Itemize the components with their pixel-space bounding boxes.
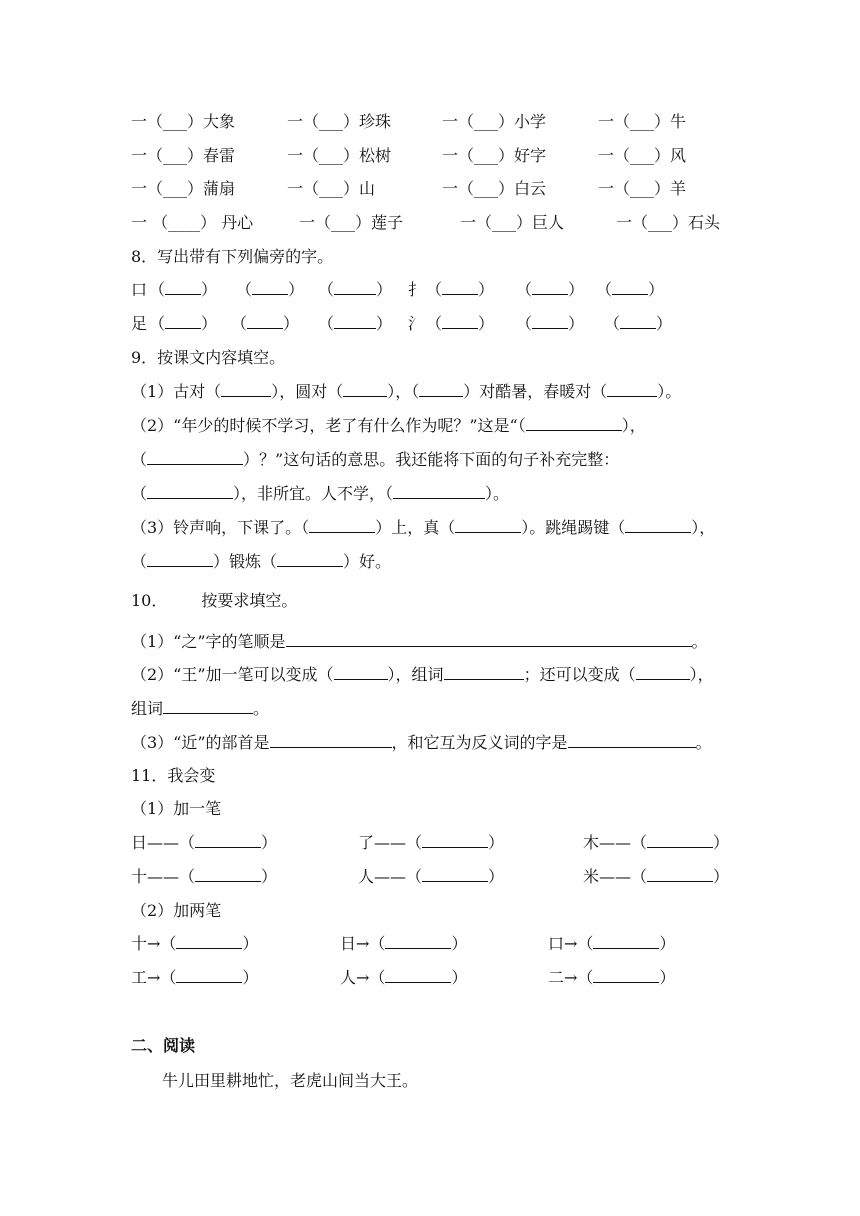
q7-item: 一 （____） 丹心	[131, 213, 254, 232]
q9-part3-line2: （ ）锻炼（ ）好。	[131, 552, 392, 571]
q7-item: 一（___）松树	[287, 146, 392, 165]
add-one-item: 人——（ ）	[358, 867, 505, 886]
q9-part1: （1）古对（ ），圆对（ ），（ ）对酷暑，春暖对（ ）。	[131, 382, 682, 401]
answer-parens: （ ）	[516, 314, 585, 333]
q10-part2-line2: 组词 。	[131, 699, 270, 718]
answer-parens: （ ）	[516, 280, 585, 299]
answer-parens: （ ）	[426, 314, 495, 333]
reading-poem-line: 牛儿田里耕地忙，老虎山间当大王。	[162, 1071, 419, 1090]
radical-label: 口	[131, 280, 148, 299]
q7-item: 一（___）石头	[616, 213, 721, 232]
q7-item: 一（___）风	[598, 146, 687, 165]
q11-title: 11．我会变	[131, 766, 216, 785]
answer-parens: （ ）	[318, 314, 393, 333]
radical-label: 足	[131, 314, 148, 333]
q11-sub2: （2）加两笔	[131, 901, 222, 920]
q7-item: 一（___）巨人	[460, 213, 565, 232]
radical-label: 氵	[408, 314, 425, 333]
answer-parens: （ ）	[149, 280, 218, 299]
add-one-item: 木——（ ）	[583, 833, 730, 852]
q10-part1: （1）“之”字的笔顺是 。	[131, 632, 708, 651]
q11-sub1: （1）加一笔	[131, 799, 222, 818]
add-two-item: 口→（ ）	[548, 934, 676, 953]
add-one-item: 十——（ ）	[131, 867, 278, 886]
section-heading: 二、阅读	[131, 1036, 196, 1055]
answer-parens: （ ）	[231, 314, 300, 333]
q9-part2-line1: （2）“年少的时候不学习，老了有什么作为呢？”这是“（ ），	[131, 416, 646, 435]
add-two-item: 工→（ ）	[131, 968, 259, 987]
q7-item: 一（___）羊	[598, 179, 687, 198]
answer-parens: （ ）	[318, 280, 393, 299]
answer-parens: （ ）	[604, 314, 673, 333]
q10-title: 10． 按要求填空。	[131, 591, 298, 610]
add-one-item: 日——（ ）	[131, 833, 278, 852]
q7-item: 一（___）春雷	[131, 146, 236, 165]
q7-item: 一（___）珍珠	[287, 112, 392, 131]
q7-item: 一（___）牛	[598, 112, 687, 131]
answer-parens: （ ）	[596, 280, 665, 299]
add-two-item: 人→（ ）	[340, 968, 468, 987]
q7-item: 一（___）小学	[442, 112, 547, 131]
q7-item: 一（___）蒲扇	[131, 179, 236, 198]
q9-part2-line2: （ ）？”这句话的意思。我还能将下面的句子补充完整：	[131, 450, 620, 469]
add-one-item: 了——（ ）	[358, 833, 505, 852]
q7-item: 一（___）白云	[442, 179, 547, 198]
add-two-item: 十→（ ）	[131, 934, 259, 953]
add-two-item: 二→（ ）	[548, 968, 676, 987]
add-one-item: 米——（ ）	[583, 867, 730, 886]
q9-part3-line1: （3）铃声响，下课了。（ ）上，真（ ）。跳绳踢键（ ），	[131, 518, 716, 537]
q7-item: 一（___）大象	[131, 112, 236, 131]
answer-parens: （ ）	[149, 314, 218, 333]
answer-parens: （ ）	[236, 280, 305, 299]
q10-part3: （3）“近”的部首是 ，和它互为反义词的字是 。	[131, 733, 712, 752]
q9-part2-line3: （ ），非所宜。人不学，（ ）。	[131, 484, 510, 503]
radical-label: 扌	[408, 280, 425, 299]
q10-part2-line1: （2）“王”加一笔可以变成（ ），组词 ；还可以变成（ ），	[131, 665, 714, 684]
q7-item: 一（___）好字	[442, 146, 547, 165]
add-two-item: 日→（ ）	[340, 934, 468, 953]
q7-item: 一（___）莲子	[299, 213, 404, 232]
q9-title: 9．按课文内容填空。	[131, 348, 286, 367]
answer-parens: （ ）	[426, 280, 495, 299]
q8-title: 8．写出带有下列偏旁的字。	[131, 247, 334, 266]
q7-item: 一（___）山	[287, 179, 376, 198]
